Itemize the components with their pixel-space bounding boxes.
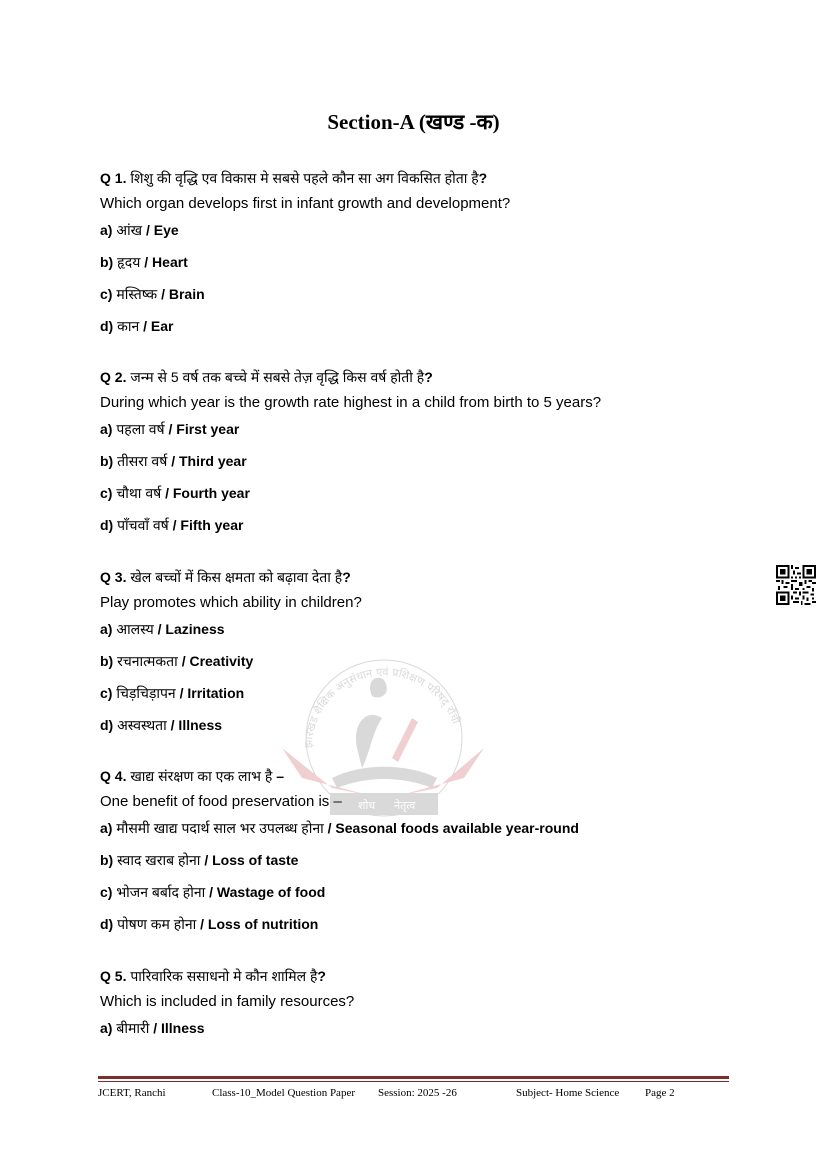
question-mark: ? (478, 170, 488, 186)
question-4 (100, 765, 760, 934)
logo-arc-text: झारखंड शैक्षिक अनुसंधान एवं प्रशिक्षण परिषद् राँची (301, 665, 463, 749)
question-mark: ? (424, 369, 433, 385)
option-b: b) रचनात्मकता / Creativity (100, 653, 254, 669)
footer-session: Session: 2025 -26 (378, 1087, 457, 1099)
question-3 (100, 566, 760, 735)
footer-rule (98, 1076, 729, 1079)
question-5 (100, 965, 760, 1038)
question-number: Q 5. (100, 968, 127, 984)
option-a: a) बीमारी / Illness (100, 1020, 205, 1036)
question-number: Q 2. (100, 369, 127, 385)
option-c: c) मस्तिष्क / Brain (100, 286, 205, 302)
question-number: Q 4. (100, 768, 127, 784)
option-d: d) कान / Ear (100, 318, 174, 334)
section-title: Section-A (खण्ड -क) (327, 110, 500, 134)
option-b: b) हृदय / Heart (100, 254, 188, 270)
option-a: a) मौसमी खाद्य पदार्थ साल भर उपलब्ध होना / Seasonal foods available year-round (100, 820, 579, 836)
option-c: c) चिड़चिड़ापन / Irritation (100, 685, 245, 701)
question-english: Which organ develops first in infant growth and development? (100, 195, 511, 212)
question-hindi: खाद्य संरक्षण का एक लाभ है (130, 768, 273, 784)
logo-ribbon-left: शोध (358, 799, 376, 812)
question-1 (100, 167, 760, 336)
question-number: Q 1. (100, 170, 127, 186)
footer-subject: Subject- Home Science (516, 1087, 620, 1099)
question-hindi: खेल बच्चों में किस क्षमता को बढ़ावा देता है (130, 569, 343, 585)
option-b: b) स्वाद खराब होना / Loss of taste (100, 852, 299, 868)
question-english: Play promotes which ability in children? (100, 594, 362, 611)
footer-rule-thin (98, 1081, 729, 1082)
question-2 (100, 366, 760, 535)
qr-code (776, 565, 816, 605)
option-d: d) पाँचवाँ वर्ष / Fifth year (100, 517, 244, 533)
option-c: c) चौथा वर्ष / Fourth year (100, 485, 250, 501)
question-mark: ? (317, 968, 326, 984)
option-d: d) अस्वस्थता / Illness (100, 717, 223, 733)
question-mark: – (272, 768, 285, 784)
logo-ribbon-right: नेतृत्व (394, 799, 416, 812)
question-hindi: शिशु की वृद्धि एव विकास मे सबसे पहले कौन सा अग विकसित होता है (130, 170, 479, 186)
question-english: During which year is the growth rate highest in a child from birth to 5 years? (100, 394, 602, 411)
question-hindi: पारिवारिक ससाधनो मे कौन शामिल है (130, 968, 318, 984)
footer-paper: Class-10_Model Question Paper (212, 1087, 355, 1099)
footer-org: JCERT, Ranchi (98, 1087, 166, 1099)
question-number: Q 3. (100, 569, 127, 585)
option-d: d) पोषण कम होना / Loss of nutrition (100, 916, 319, 932)
option-c: c) भोजन बर्बाद होना / Wastage of food (100, 884, 326, 900)
option-a: a) आलस्य / Laziness (100, 621, 225, 637)
option-a: a) पहला वर्ष / First year (100, 421, 240, 437)
option-b: b) तीसरा वर्ष / Third year (100, 453, 247, 469)
question-hindi: जन्म से 5 वर्ष तक बच्चे में सबसे तेज़ वृद्धि किस वर्ष होती है (130, 369, 425, 385)
question-english: Which is included in family resources? (100, 993, 355, 1010)
footer-page-number: Page 2 (645, 1087, 675, 1099)
question-mark: ? (342, 569, 351, 585)
question-english: One benefit of food preservation is – (100, 793, 342, 810)
option-a: a) आंख / Eye (100, 222, 179, 238)
